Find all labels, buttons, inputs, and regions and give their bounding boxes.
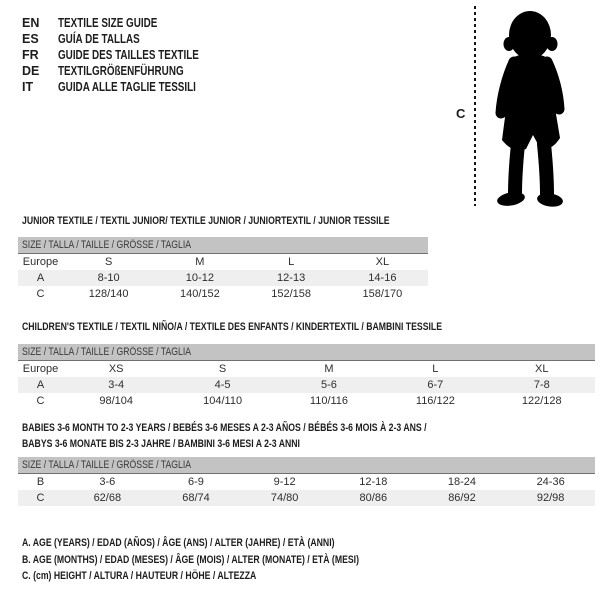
cell: 62/68 (63, 490, 152, 506)
cell: 3-6 (99, 476, 116, 488)
cell: 68/74 (152, 490, 241, 506)
cell: 14-16 (337, 270, 428, 286)
cell: 158/170 (362, 288, 403, 300)
size-header-row (18, 344, 595, 361)
cell: 80/86 (329, 490, 418, 506)
cell: 18-24 (447, 476, 477, 488)
cell: 98/104 (99, 395, 134, 407)
legend-footnotes (22, 535, 449, 585)
toddler-silhouette-icon (480, 2, 582, 208)
language-row-es (22, 31, 236, 47)
footnote-a: A. AGE (YEARS) / EDAD (AÑOS) / ÂGE (ANS) / ALTER (JAHRE) / ETÀ (ANNI) (22, 537, 335, 549)
table-row (18, 286, 428, 302)
row-label: C (36, 395, 45, 407)
cell: 24-36 (536, 476, 565, 488)
cell: 6-7 (382, 377, 488, 393)
junior-textile-title: JUNIOR TEXTILE / TEXTIL JUNIOR/ TEXTILE JUNIOR / JUNIORTEXTIL / JUNIOR TESSILE (22, 215, 390, 227)
cell: L (288, 256, 295, 268)
cell: 12-13 (246, 270, 337, 286)
cell: 104/110 (203, 395, 243, 407)
table-row (18, 474, 595, 491)
row-label: Europe (22, 256, 59, 268)
size-header-row (18, 237, 428, 254)
cell: XS (108, 363, 124, 375)
cell: 8-10 (63, 270, 154, 286)
table-row (18, 377, 595, 393)
language-row-fr (22, 47, 236, 63)
footnote-c: C. (cm) HEIGHT / ALTURA / HAUTEUR / HÖHE / ALTEZZA (22, 570, 257, 582)
size-header-label: SIZE / TALLA / TAILLE / GRÖSSE / TAGLIA (22, 239, 192, 251)
cell: XL (375, 256, 390, 268)
table-row (18, 254, 428, 271)
cell: 12-18 (359, 476, 388, 488)
cell: L (432, 363, 439, 375)
language-title-list (22, 15, 236, 95)
height-measure-label: C (456, 106, 466, 121)
cell: 110/116 (309, 395, 349, 407)
table-row (18, 270, 428, 286)
language-code: DE (22, 64, 40, 78)
babies-textile-table (18, 457, 595, 506)
cell: 4-5 (169, 377, 275, 393)
size-header-label: SIZE / TALLA / TAILLE / GRÖSSE / TAGLIA (22, 459, 192, 471)
footnote-b: B. AGE (MONTHS) / EDAD (MESES) / ÂGE (MOIS) / ALTER (MONATE) / ETÀ (MESI) (22, 553, 359, 566)
language-title: TEXTILGRÖßENFÜHRUNG (58, 64, 184, 78)
cell: M (195, 256, 205, 268)
cell: 152/158 (271, 288, 311, 300)
children-textile-table (18, 344, 595, 409)
size-header-row (18, 457, 595, 474)
language-row-en (22, 15, 236, 31)
babies-textile-title: BABIES 3-6 MONTH TO 2-3 YEARS / BEBÉS 3-6 MESES A 2-3 AÑOS / BÉBÉS 3-6 MOIS À 2-3 ANS / BABYS 3-6 MONATE BIS 2-3 JAHRE / BAMBINI 3-6 MESI A 2-3 ANNI (22, 422, 427, 450)
language-title: GUÍA DE TALLAS (58, 32, 140, 46)
cell: 5-6 (276, 377, 382, 393)
cell: 74/80 (240, 490, 329, 506)
language-row-it (22, 79, 236, 95)
cell: XL (535, 363, 549, 375)
language-code: EN (22, 16, 40, 30)
table-row (18, 393, 595, 409)
cell: 6-9 (188, 476, 204, 488)
cell: 116/122 (415, 395, 455, 407)
row-label: C (18, 490, 63, 506)
cell: 140/152 (179, 288, 220, 300)
cell: 10-12 (154, 270, 245, 286)
language-title: GUIDA ALLE TAGLIE TESSILI (58, 80, 196, 94)
row-label: Europe (22, 363, 59, 375)
language-code: FR (22, 48, 39, 62)
row-label: C (36, 288, 45, 300)
row-label: A (18, 270, 63, 286)
cell: 7-8 (489, 377, 595, 393)
language-row-de (22, 63, 236, 79)
row-label: B (36, 476, 45, 488)
junior-textile-table (18, 237, 428, 302)
cell: M (324, 363, 334, 375)
cell: 3-4 (63, 377, 169, 393)
cell: 92/98 (506, 490, 595, 506)
language-code: ES (22, 32, 39, 46)
row-label: A (18, 377, 63, 393)
language-title: GUIDE DES TAILLES TEXTILE (58, 48, 199, 62)
size-header-label: SIZE / TALLA / TAILLE / GRÖSSE / TAGLIA (22, 346, 192, 358)
table-row (18, 361, 595, 378)
language-title: TEXTILE SIZE GUIDE (58, 16, 158, 30)
cell: 128/140 (88, 288, 129, 300)
table-row (18, 490, 595, 506)
cell: S (218, 363, 227, 375)
cell: 9-12 (273, 476, 296, 488)
height-measure-dashed-line (474, 6, 476, 206)
cell: 86/92 (418, 490, 507, 506)
children-textile-title: CHILDREN'S TEXTILE / TEXTIL NIÑO/A / TEXTILE DES ENFANTS / KINDERTEXTIL / BAMBINI TESSILE (22, 321, 443, 333)
cell: 122/128 (521, 395, 562, 407)
language-code: IT (22, 80, 34, 94)
cell: S (104, 256, 113, 268)
